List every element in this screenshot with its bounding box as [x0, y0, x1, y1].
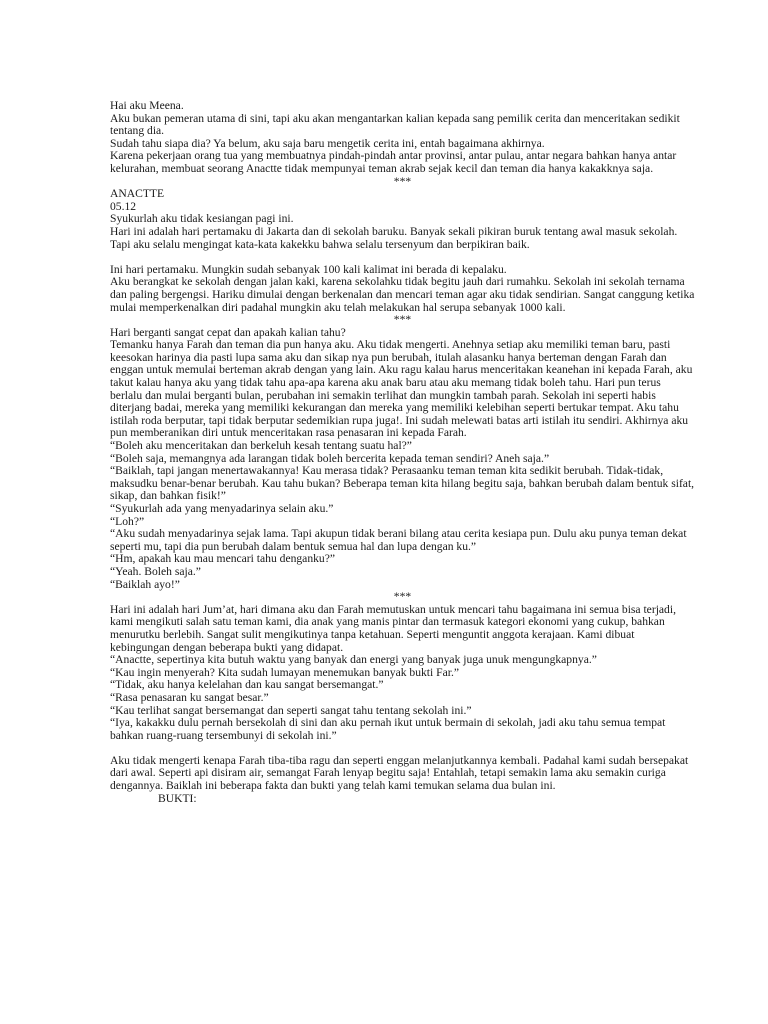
paragraph: Sudah tahu siapa dia? Ya belum, aku saja baru mengetik cerita ini, entah bagaimana akhirnya.: [110, 136, 545, 150]
paragraph: Karena pekerjaan orang tua yang membuatnya pindah-pindah antar provinsi, antar pulau, antar negara bahkan hanya antar kelurahan, membuat seorang Anactte tidak mempunyai teman akrab sejak kecil dan teman dia hanya kakakknya saja.: [110, 149, 677, 175]
paragraph: Aku bukan pemeran utama di sini, tapi aku akan mengantarkan kalian kepada sang pemilik cerita dan menceritakan sedikit tentang dia.: [110, 111, 680, 138]
document-page: [110, 100, 695, 805]
paragraph: “Tidak, aku hanya kelelahan dan kau sangat bersemangat.”: [110, 678, 384, 692]
blank-line: [110, 742, 695, 755]
paragraph: “Boleh saja, memangnya ada larangan tidak boleh bercerita kepada teman sendiri? Aneh saja.”: [110, 451, 550, 465]
section-separator: ***: [393, 590, 412, 604]
section-heading: BUKTI:: [158, 791, 197, 805]
paragraph: “Aku sudah menyadarinya sejak lama. Tapi akupun tidak berani bilang atau cerita kesiapa pun. Dulu aku punya teman dekat seperti mu, tapi dia pun berubah dalam bentuk semua hal dan lupa dengan ku.”: [110, 527, 687, 553]
paragraph: Ini hari pertamaku. Mungkin sudah sebanyak 100 kali kalimat ini berada di kepalaku.: [110, 262, 507, 276]
paragraph: “Iya, kakakku dulu pernah bersekolah di sini dan aku pernah ikut untuk bermain di sekolah, jadi aku tahu semua tempat bahkan ruang-ruang tersembunyi di sekolah ini.”: [110, 716, 666, 742]
paragraph: “Kau terlihat sangat bersemangat dan seperti sangat tahu tentang sekolah ini.”: [110, 703, 472, 717]
paragraph: 05.12: [110, 199, 137, 213]
paragraph: Aku berangkat ke sekolah dengan jalan kaki, karena sekolahku tidak begitu jauh dari rumahku. Sekolah ini sekolah ternama dan paling bergengsi. Hariku dimulai dengan berkenalan dan mencari teman agar aku tidak sendirian. Sangat canggung ketika mulai memperkenalkan diri padahal mungkin aku telah melakukan hal serupa sebanyak 1000 kali.: [110, 275, 695, 314]
paragraph: Aku tidak mengerti kenapa Farah tiba-tiba ragu dan seperti enggan melanjutkannya kembali. Padahal kami sudah bersepakat dari awal. Seperti api disiram air, semangat Farah lenyap begitu saja! Entahlah, tetapi semakin lama aku semakin curiga dengannya. Baiklah ini beberapa fakta dan bukti yang telah kami temukan selama dua bulan ini.: [110, 753, 689, 793]
paragraph: “Baiklah ayo!”: [110, 577, 180, 591]
paragraph: “Kau ingin menyerah? Kita sudah lumayan menemukan banyak bukti Far.”: [110, 665, 459, 679]
section-separator: ***: [393, 313, 412, 327]
paragraph: “Anactte, sepertinya kita butuh waktu yang banyak dan energi yang banyak juga unuk mengungkapnya.”: [110, 653, 597, 667]
paragraph: ANACTTE: [110, 187, 165, 201]
paragraph: Hai aku Meena.: [110, 99, 184, 112]
paragraph: “Hm, apakah kau mau mencari tahu denganku?”: [110, 552, 336, 566]
paragraph: “Rasa penasaran ku sangat besar.”: [110, 690, 269, 704]
section-separator: ***: [393, 174, 412, 188]
paragraph: Temanku hanya Farah dan teman dia pun hanya aku. Aku tidak mengerti. Anehnya setiap aku memiliki teman baru, pasti keesokan harinya dia pasti lupa sama aku dan sikap nya pun berubah, itulah alasanku hanya berteman dengan Farah dan enggan untuk memulai berteman akrab dengan yang lain. Aku ragu kalau harus menceritakan keanehan ini kepada Farah, aku takut kalau hanya aku yang tidak tahu apa-apa karena aku anak baru atau aku memang tidak boleh tahu. Hari pun terus berlalu dan mulai berganti bulan, perubahan ini semakin terlihat dan mungkin tambah parah. Sekolah ini seperti habis diterjang badai, mereka yang memiliki kekurangan dan mereka yang memiliki kelebihan seperti bertukar tempat. Aku tahu istilah roda berputar, tapi tidak berputar sedemikian rupa juga!. Ini sudah melewati batas arti istilah itu sendiri. Akhirnya aku pun memberanikan diri untuk menceritakan rasa penasaran ini kepada Farah.: [110, 338, 693, 440]
paragraph: “Syukurlah ada yang menyadarinya selain aku.”: [110, 502, 334, 515]
paragraph: Hari ini adalah hari Jum’at, hari dimana aku dan Farah memutuskan untuk mencari tahu bagaimana ini semua bisa terjadi, kami mengikuti salah satu teman kami, dia anak yang manis pintar dan termasuk kategori ekonomi yang cukup, bahkan menurutku berlebih. Sangat sulit mengikutinya tanpa ketahuan. Seperti menguntit anggota kerajaan. Kami dibuat kebingungan dengan beberapa bukti yang didapat.: [110, 602, 676, 654]
blank-line: [110, 251, 695, 264]
paragraph: Hari berganti sangat cepat dan apakah kalian tahu?: [110, 325, 346, 339]
paragraph: “Baiklah, tapi jangan menertawakannya! Kau merasa tidak? Perasaanku teman teman kita sedikit berubah. Tidak-tidak, maksudku benar-benar berubah. Kau tahu bukan? Beberapa teman kita hilang begitu saja, bahkan berubah dalam bentuk sifat, sikap, dan bahkan fisik!”: [110, 464, 695, 503]
paragraph: Syukurlah aku tidak kesiangan pagi ini.: [110, 212, 294, 226]
paragraph: “Boleh aku menceritakan dan berkeluh kesah tentang suatu hal?”: [110, 439, 412, 453]
paragraph: “Yeah. Boleh saja.”: [110, 564, 201, 578]
paragraph: Hari ini adalah hari pertamaku di Jakarta dan di sekolah baruku. Banyak sekali pikiran buruk tentang awal masuk sekolah. Tapi aku selalu mengingat kata-kata kakekku bahwa selalu tersenyum dan berpikiran baik.: [110, 224, 678, 251]
paragraph: “Loh?”: [110, 514, 145, 528]
